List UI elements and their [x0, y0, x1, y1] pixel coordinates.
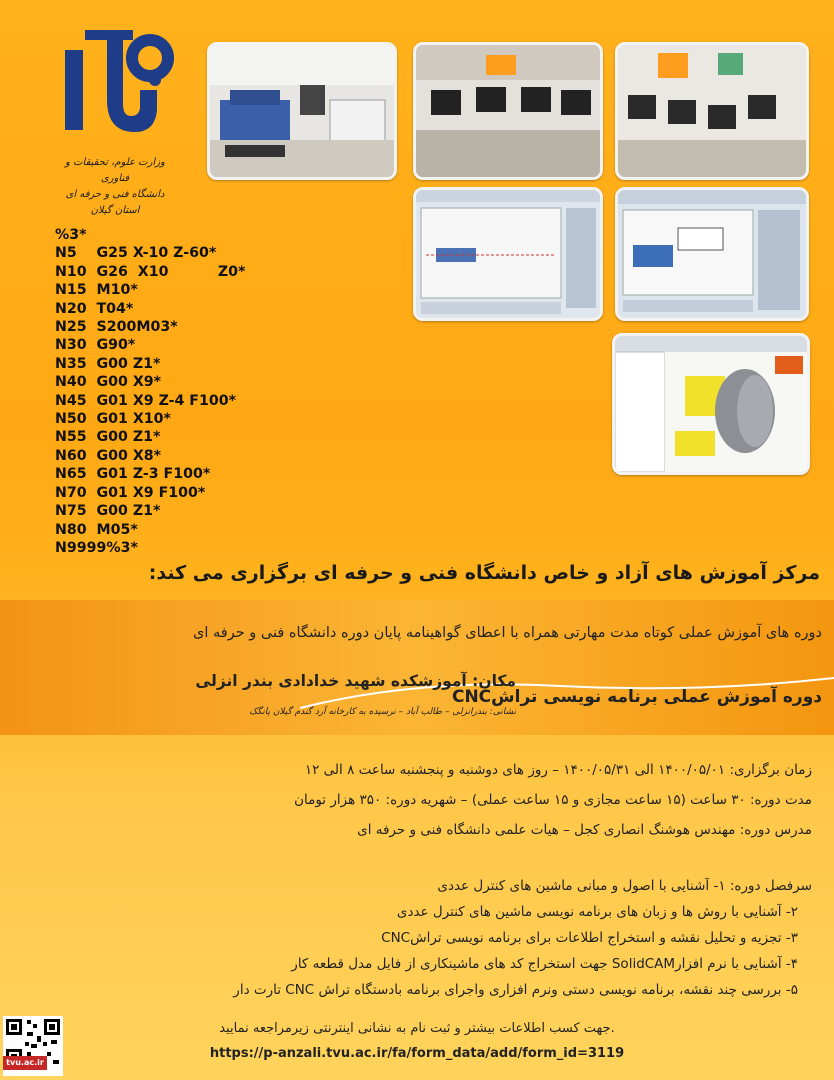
venue-text: مکان: آموزشکده شهید خدادادی بندر انزلی — [195, 672, 516, 690]
course-title: دوره آموزش عملی برنامه نویسی تراشCNC — [451, 687, 822, 707]
gcode-line: N60 G00 X8* — [55, 447, 162, 464]
gcode-line: N25 S200M03* — [55, 319, 178, 336]
gcode-line: N30 G90* — [55, 337, 136, 354]
gcode-line: N35 G00 Z1* — [55, 355, 161, 372]
syllabus-item: ۲- آشنایی با روش ها و زبان های برنامه نویسی ماشین های کنترل عددی — [396, 904, 798, 920]
gcode-line: N9999%3* — [55, 539, 138, 556]
gcode-listing — [55, 226, 355, 557]
photo-computer-lab-1 — [413, 42, 603, 180]
band-intro-text: دوره های آموزش عملی کوتاه مدت مهارتی همراه با اعطای گواهینامه پایان دوره دانشگاه فنی و حرفه ای — [193, 625, 822, 641]
duration-fee-text: مدت دوره: ۳۰ ساعت (۱۵ ساعت مجازی و ۱۵ ساعت عملی) – شهریه دوره: ۳۵۰ هزار تومان — [294, 792, 812, 808]
gcode-line: N20 T04* — [55, 300, 134, 317]
screenshot-solidcam — [612, 333, 810, 475]
gcode-line: N10 G26 X10 Z0* — [55, 263, 246, 280]
gcode-line: N75 G00 Z1* — [55, 503, 161, 520]
screenshot-cnc-simulator-2 — [615, 187, 809, 321]
gcode-line: N70 G01 X9 F100* — [55, 484, 206, 501]
university-logo — [55, 30, 175, 220]
tvu-logo-icon — [55, 30, 175, 155]
instructor-text: مدرس دوره: مهندس هوشنگ انصاری کجل – هیات علمی دانشگاه فنی و حرفه ای — [357, 822, 812, 838]
photo-computer-lab-2 — [615, 42, 809, 180]
gcode-line: N55 G00 Z1* — [55, 429, 161, 446]
gcode-line: N15 M10* — [55, 282, 138, 299]
gcode-line: %3* — [55, 227, 87, 243]
tvu-badge: tvu.ac.ir — [3, 1056, 47, 1070]
syllabus-item: ۳- تجزیه و تحلیل نقشه و استخراج اطلاعات برای برنامه نویسی تراشCNC — [381, 930, 798, 946]
logo-caption — [55, 155, 175, 219]
syllabus-item: ۵- بررسی چند نقشه، برنامه نویسی دستی ونرم افزاری واجرای برنامه بادستگاه تراش CNC تارت دار — [233, 982, 798, 998]
footer-note: جهت کسب اطلاعات بیشتر و ثبت نام به نشانی اینترنتی زیرمراجعه نمایید. — [219, 1021, 615, 1036]
registration-link[interactable]: https://p-anzali.tvu.ac.ir/fa/form_data/add/form_id=3119 — [209, 1046, 625, 1061]
gcode-line: N45 G01 X9 Z-4 F100* — [55, 392, 237, 409]
gcode-line: N5 G25 X-10 Z-60* — [55, 245, 217, 262]
logo-line-2: دانشگاه فنی و حرفه ای — [65, 189, 165, 200]
logo-line-1: وزارت علوم، تحقیقات و فناوری — [65, 157, 165, 184]
logo-line-3: استان گیلان — [90, 205, 140, 216]
gcode-line: N65 G01 Z-3 F100* — [55, 466, 211, 483]
photo-cnc-lathe — [207, 42, 397, 180]
schedule-text: زمان برگزاری: ۱۴۰۰/۰۵/۰۱ الی ۱۴۰۰/۰۵/۳۱ – روز های دوشنبه و پنجشنبه ساعت ۸ الی ۱۲ — [304, 762, 812, 778]
gcode-line: N50 G01 X10* — [55, 411, 171, 428]
gcode-line: N80 M05* — [55, 521, 138, 538]
syllabus-item: سرفصل دوره: ۱- آشنایی با اصول و مبانی ماشین های کنترل عددی — [437, 878, 812, 894]
page-headline: مرکز آموزش های آزاد و خاص دانشگاه فنی و حرفه ای برگزاری می کند: — [148, 562, 820, 584]
gcode-line: N40 G00 X9* — [55, 374, 162, 391]
address-text: نشانی: بندرانزلی – طالب آباد – نرسیده به کارخانه آرد گندم گیلان پانگک — [249, 707, 516, 717]
syllabus-item: ۴- آشنایی با نرم افزارSolidCAM جهت استخراج کد های ماشینکاری از فایل مدل قطعه کار — [291, 956, 798, 972]
screenshot-cnc-simulator-1 — [413, 187, 603, 321]
